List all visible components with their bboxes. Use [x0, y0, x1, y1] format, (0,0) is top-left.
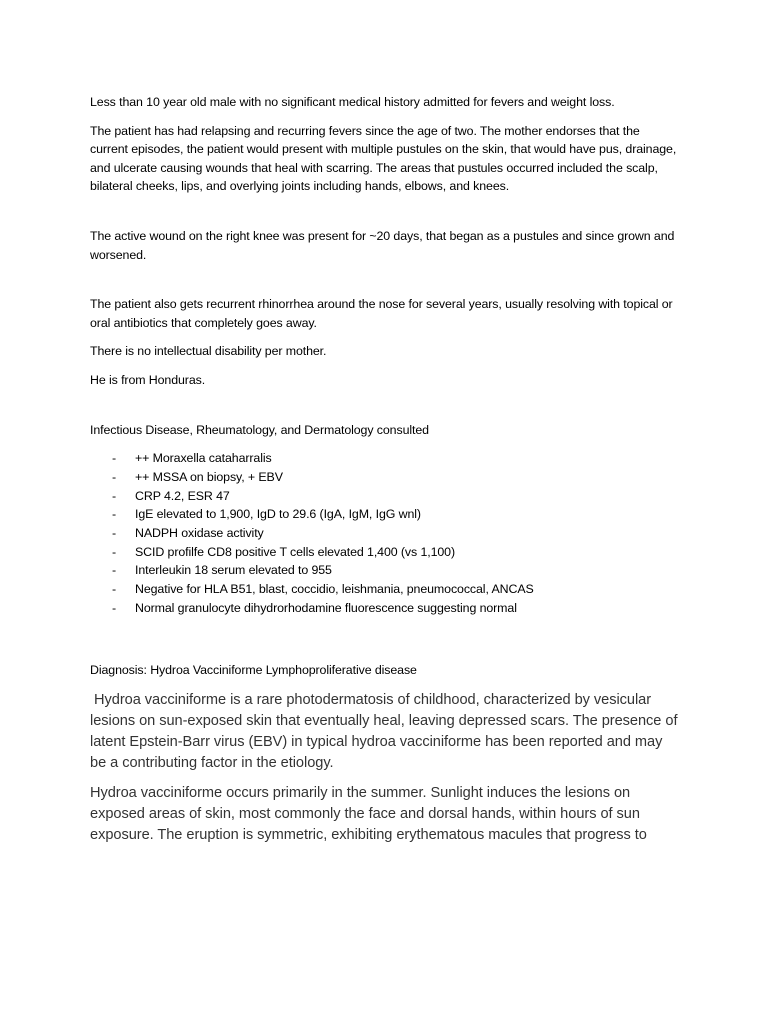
- list-item: [90, 524, 680, 543]
- list-item: [90, 580, 680, 599]
- intellectual-paragraph: There is no intellectual disability per mother.: [90, 344, 327, 359]
- bullet-marker: -: [112, 469, 117, 484]
- list-item: [90, 487, 680, 506]
- rhinorrhea-paragraph: The patient also gets recurrent rhinorrhea around the nose for several years, usually resolving with topical or oral antibiotics that completely goes away.: [90, 297, 673, 330]
- list-item: [90, 599, 680, 618]
- history-paragraph: The patient has had relapsing and recurring fevers since the age of two. The mother endorses that the current episodes, the patient would present with multiple pustules on the skin, that would have pus, drainage, and ulcerate causing wounds that heal with scarring. The areas that pustules occurred included the scalp, bilateral cheeks, lips, and overlying joints including hands, elbows, and knees.: [90, 123, 677, 194]
- list-item-text: NADPH oxidase activity: [135, 525, 264, 540]
- bullet-marker: -: [112, 525, 117, 540]
- list-item-text: IgE elevated to 1,900, IgD to 29.6 (IgA, IgM, IgG wnl): [135, 507, 421, 522]
- list-item: [90, 505, 680, 524]
- bullet-marker: -: [112, 544, 117, 559]
- list-item: [90, 468, 680, 487]
- list-item-text: Normal granulocyte dihydrorhodamine fluorescence suggesting normal: [135, 600, 517, 615]
- blank-line: [90, 639, 680, 661]
- bullet-marker: -: [112, 582, 117, 597]
- blank-line: [90, 617, 680, 639]
- origin-paragraph: He is from Honduras.: [90, 372, 206, 387]
- list-item: [90, 543, 680, 562]
- bullet-marker: -: [112, 507, 117, 522]
- blank-line: [90, 400, 680, 421]
- findings-list: [90, 449, 680, 617]
- bullet-marker: -: [112, 451, 117, 466]
- diagnosis-line: Diagnosis: Hydroa Vacciniforme Lymphoproliferative disease: [90, 663, 417, 678]
- bullet-marker: -: [112, 488, 117, 503]
- blank-line: [90, 206, 680, 227]
- blank-line: [90, 274, 680, 295]
- description-paragraph: Hydroa vacciniforme occurs primarily in the summer. Sunlight induces the lesions on exposed areas of skin, most commonly the face and dorsal hands, within hours of sun exposure. The eruption is symmetric, exhibiting erythematous macules that progress to: [90, 785, 647, 844]
- patient-summary-paragraph: Less than 10 year old male with no significant medical history admitted for fevers and weight loss.: [90, 95, 615, 109]
- list-item: [90, 561, 680, 580]
- consult-heading: Infectious Disease, Rheumatology, and Dermatology consulted: [90, 422, 429, 437]
- list-item-text: ++ MSSA on biopsy, + EBV: [135, 469, 283, 484]
- bullet-marker: -: [112, 563, 117, 578]
- list-item-text: CRP 4.2, ESR 47: [135, 488, 230, 503]
- document-body: [90, 93, 680, 855]
- description-paragraph: Hydroa vacciniforme is a rare photodermatosis of childhood, characterized by vesicular lesions on sun-exposed skin that eventually heal, leaving depressed scars. The presence of latent Epstein-Barr virus (EBV) in typical hydroa vacciniforme has been reported and may be a contributing factor in the etiology.: [90, 692, 682, 772]
- list-item-text: Negative for HLA B51, blast, coccidio, leishmania, pneumococcal, ANCAS: [135, 582, 534, 597]
- list-item-text: ++ Moraxella cataharralis: [135, 451, 272, 466]
- list-item-text: SCID profilfe CD8 positive T cells elevated 1,400 (vs 1,100): [135, 544, 455, 559]
- list-item: [90, 449, 680, 468]
- list-item-text: Interleukin 18 serum elevated to 955: [135, 563, 332, 578]
- bullet-marker: -: [112, 600, 117, 615]
- knee-wound-paragraph: The active wound on the right knee was present for ~20 days, that began as a pustules and since grown and worsened.: [90, 228, 675, 262]
